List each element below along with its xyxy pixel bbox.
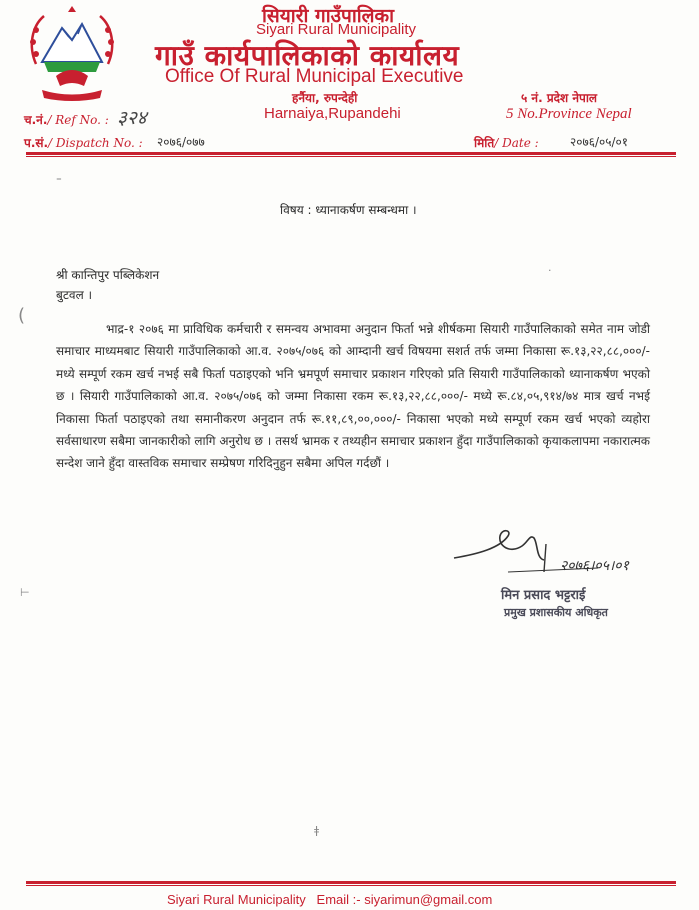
scan-mark: ⊢	[20, 586, 30, 599]
scan-mark: (	[18, 305, 26, 326]
ref-label-english: / Ref No. :	[47, 113, 109, 127]
date-label	[474, 134, 539, 151]
signatory-title: प्रमुख प्रशासकीय अधिकृत	[504, 606, 608, 619]
date-label-nepali: मिति	[474, 136, 495, 150]
location-english: Harnaiya,Rupandehi	[264, 105, 401, 122]
office-title-english: Office Of Rural Municipal Executive	[165, 66, 464, 87]
scan-mark: ǂ	[314, 824, 320, 837]
dispatch-label	[24, 134, 143, 151]
dispatch-label-english: / Dispatch No. :	[48, 136, 143, 150]
header-divider	[26, 152, 676, 155]
signature-date: २०७६।०५।०१	[560, 558, 629, 574]
scan-mark: ⁼	[56, 174, 62, 187]
municipality-title-english: Siyari Rural Municipality	[256, 21, 417, 38]
ref-label	[24, 111, 109, 128]
letter-subject: विषय : ध्यानाकर्षण सम्बन्धमा ।	[280, 203, 417, 217]
footer-divider-thin	[26, 885, 676, 886]
footer-divider	[26, 881, 676, 884]
dispatch-label-nepali: प.सं.	[24, 136, 49, 150]
scan-mark: ·	[548, 264, 552, 277]
province-english: 5 No.Province Nepal	[506, 106, 632, 122]
date-value: २०७६/०५/०१	[570, 135, 629, 149]
nepal-emblem-icon	[22, 6, 122, 102]
dispatch-value: २०७६/०७७	[157, 135, 205, 149]
date-label-english: / Date :	[494, 136, 539, 150]
ref-value: ३२४	[117, 107, 147, 129]
signature	[448, 524, 658, 584]
recipient-name: श्री कान्तिपुर पब्लिकेशन	[56, 268, 160, 282]
letter-body: भाद्र-१ २०७६ मा प्राविधिक कर्मचारी र समन्वय अभावमा अनुदान फिर्ता भन्ने शीर्षकमा सियारी गाउँपालिकाको समेत नाम जोडी समाचार माध्यमबाट सियारी गाउँपालिकाको आ.व. २०७५/०७६ को आम्दानी खर्च विषयमा सशर्त तर्फ जम्मा निकासा रू.१३,२२,८८,०००/- मध्ये सम्पूर्ण रकम खर्च नभई सबै फिर्ता पठाइएको भनि भ्रमपूर्ण समाचार प्रकाशन गरिएको प्रति सियारी गाउँपालिकाको ध्यानाकर्षण भएको छ । सियारी गाउँपालिकाको आ.व. २०७५/०७६ को जम्मा निकासा रकम रू.१३,२२,८८,०००/- मध्ये रू.८४,०५,९१४/७४ मात्र खर्च नभई निकासा फिर्ता पठाइएको तथा समानीकरण अनुदान तर्फ रू.११,८९,००,०००/- निकासा भएको मध्ये सम्पूर्ण रकम खर्च भएको व्यहोरा सर्वसाधारण सबैमा जानकारीको लागि अनुरोध छ । तसर्थ भ्रामक र तथ्यहीन समाचार प्रकाशन हुँदा गाउँपालिकाको कृयाकलापमा नकारात्मक सन्देश जाने हुँदा वास्तविक समाचार सम्प्रेषण गरिदिनुहुन सबैमा अपिल गर्दछौं ।	[56, 322, 650, 471]
signatory-name: मिन प्रसाद भट्टराई	[501, 588, 586, 603]
office-title-nepali: गाउँ कार्यपालिकाको कार्यालय	[155, 39, 460, 72]
province-nepali: ५ नं. प्रदेश नेपाल	[521, 91, 598, 105]
ref-label-nepali: च.नं.	[24, 113, 48, 127]
header-divider-thin	[26, 156, 676, 157]
municipality-title-nepali: सियारी गाउँपालिका	[262, 5, 395, 27]
footer-contact: Siyari Rural Municipality Email :- siyarimun@gmail.com	[167, 892, 493, 907]
location-nepali: हर्नैया, रुपन्देही	[292, 91, 358, 105]
recipient-address: बुटवल ।	[56, 288, 93, 302]
